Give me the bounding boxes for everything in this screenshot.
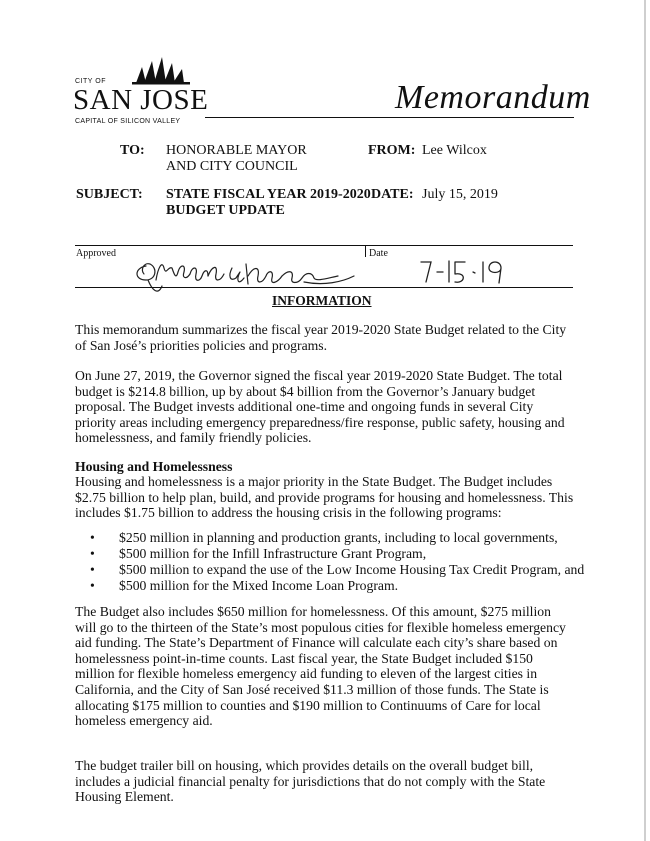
logo-city-of: CITY OF xyxy=(75,78,106,85)
from-label: FROM: xyxy=(368,143,416,158)
subject-line-2: BUDGET UPDATE xyxy=(166,203,285,218)
bullet-icon: • xyxy=(90,530,95,545)
date-label: DATE: xyxy=(371,187,414,202)
paragraph-homelessness xyxy=(75,604,575,729)
list-item-text: $500 million to expand the use of the Low Income Housing Tax Credit Program, and xyxy=(119,562,585,577)
memo-title: Memorandum xyxy=(395,79,591,116)
city-logo-icon xyxy=(128,57,194,85)
program-bullet-list xyxy=(90,530,585,594)
paragraph-text: This memorandum summarizes the fiscal year 2019-2020 State Budget related to the City of San José’s priorities policies and programs. xyxy=(75,322,567,353)
paragraph-trailer-bill xyxy=(75,758,575,805)
to-label: TO: xyxy=(120,143,145,158)
subject-label: SUBJECT: xyxy=(76,187,143,202)
list-item-text: $250 million in planning and production grants, including to local governments, xyxy=(119,530,558,545)
approved-label: Approved xyxy=(76,248,116,259)
list-item-text: $500 million for the Infill Infrastructure Grant Program, xyxy=(119,546,427,561)
paragraph-budget-signed xyxy=(75,368,575,446)
bullet-icon: • xyxy=(90,546,95,561)
approval-date-label: Date xyxy=(369,248,388,259)
approval-rule-bottom xyxy=(75,287,573,288)
paragraph-text: On June 27, 2019, the Governor signed the fiscal year 2019-2020 State Budget. The total budget is $214.8 billion, up by about $4 billion from the Governor’s January budget proposal. The Budget invests additional one-time and ongoing funds in several City priority areas including emergency preparedness/fire response, public safety, housing and homelessness, and family friendly policies. xyxy=(75,368,565,446)
header-rule xyxy=(205,117,574,118)
list-item xyxy=(90,546,570,562)
approval-divider xyxy=(365,245,366,257)
subject-line-1: STATE FISCAL YEAR 2019-2020 xyxy=(166,187,371,202)
list-item-text: $500 million for the Mixed Income Loan Program. xyxy=(119,578,399,593)
bullet-icon: • xyxy=(90,578,95,593)
paragraph-text: The budget trailer bill on housing, which provides details on the overall budget bill, includes a judicial financial penalty for jurisdictions that do not comply with the State Housing Element. xyxy=(75,758,546,805)
handwritten-date-icon xyxy=(417,256,507,286)
from-value: Lee Wilcox xyxy=(422,143,487,158)
scan-edge-line xyxy=(644,0,646,841)
bullet-icon: • xyxy=(90,562,95,577)
paragraph-housing xyxy=(75,474,575,521)
housing-heading: Housing and Homelessness xyxy=(75,459,233,474)
paragraph-text: The Budget also includes $650 million for homelessness. Of this amount, $275 million will go to the thirteen of the State’s most populous cities for flexible homeless emergency aid funding. The State’s Department of Finance will calculate each city’s share based on homelessness point-in-time counts. Last fiscal year, the State Budget included $150 million for flexible homeless emergency aid funding to eleven of the largest cities in California, and the City of San José received $11.3 million of those funds. The State is allocating $175 million to counties and $190 million to Continuums of Care for local homeless emergency aid. xyxy=(75,604,566,729)
logo-san-jose: SAN JOSE xyxy=(73,84,209,116)
paragraph-intro xyxy=(75,322,575,353)
section-heading: INFORMATION xyxy=(272,293,372,308)
to-line-2: AND CITY COUNCIL xyxy=(166,159,298,174)
list-item xyxy=(90,530,570,546)
subject-value xyxy=(166,187,371,219)
to-value xyxy=(166,143,307,175)
list-item xyxy=(90,562,585,578)
to-line-1: HONORABLE MAYOR xyxy=(166,143,307,158)
logo-tagline: CAPITAL OF SILICON VALLEY xyxy=(75,118,181,125)
list-item xyxy=(90,578,570,594)
date-value: July 15, 2019 xyxy=(422,187,498,202)
paragraph-text: Housing and homelessness is a major priority in the State Budget. The Budget includes $2.75 billion to help plan, build, and provide programs for housing and homelessness. This includes $1.75 billion to address the housing crisis in the following programs: xyxy=(75,474,574,521)
